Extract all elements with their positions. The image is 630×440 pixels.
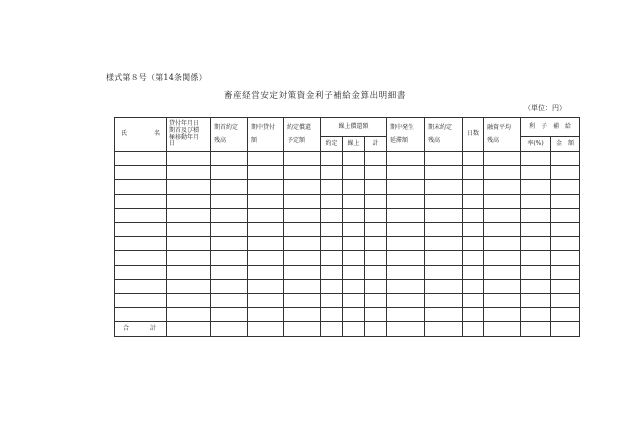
table-cell[interactable] xyxy=(365,308,387,322)
table-cell[interactable] xyxy=(167,293,211,307)
table-cell[interactable] xyxy=(343,194,365,208)
table-cell[interactable] xyxy=(211,194,248,208)
table-cell[interactable] xyxy=(425,180,463,194)
header-scheduled-repayment-a: 約定償還 xyxy=(287,123,312,131)
table-cell[interactable] xyxy=(115,152,167,166)
table-cell[interactable] xyxy=(365,222,387,236)
table-row xyxy=(115,166,580,180)
table-cell[interactable] xyxy=(284,180,321,194)
table-cell[interactable] xyxy=(343,208,365,222)
header-period-arrears-a: 期中発生 xyxy=(390,123,415,131)
total-cell[interactable] xyxy=(167,322,211,337)
header-scheduled-repayment xyxy=(284,118,321,152)
table-cell[interactable] xyxy=(521,222,551,236)
table-cell[interactable] xyxy=(521,166,551,180)
header-period-arrears-b: 延滞額 xyxy=(390,136,409,144)
table-cell[interactable] xyxy=(115,308,167,322)
table-row xyxy=(115,208,580,222)
table-cell[interactable] xyxy=(387,251,425,265)
table-cell[interactable] xyxy=(284,293,321,307)
table-row xyxy=(115,265,580,279)
header-period-loan-a: 期中貸付 xyxy=(251,123,276,131)
form-number: 様式第８号（第14条関係） xyxy=(106,73,207,82)
table-cell[interactable] xyxy=(463,208,484,222)
table-cell[interactable] xyxy=(365,265,387,279)
table-cell[interactable] xyxy=(425,251,463,265)
table-cell[interactable] xyxy=(463,265,484,279)
header-closing-balance-b: 残高 xyxy=(428,136,441,144)
table-cell[interactable] xyxy=(321,293,343,307)
table-cell[interactable] xyxy=(284,166,321,180)
table-cell[interactable] xyxy=(343,237,365,251)
table-cell[interactable] xyxy=(321,222,343,236)
header-scheduled-repayment-b: 予定額 xyxy=(287,136,306,144)
table-cell[interactable] xyxy=(211,251,248,265)
table-row xyxy=(115,237,580,251)
unit-label: （単位：円） xyxy=(524,104,566,112)
table-cell[interactable] xyxy=(387,152,425,166)
table-cell[interactable] xyxy=(321,208,343,222)
table-cell[interactable] xyxy=(248,308,284,322)
table-body xyxy=(115,152,580,337)
table-cell[interactable] xyxy=(284,265,321,279)
table-cell[interactable] xyxy=(387,308,425,322)
table-cell[interactable] xyxy=(115,265,167,279)
table-cell[interactable] xyxy=(284,194,321,208)
table-cell[interactable] xyxy=(248,222,284,236)
table-cell[interactable] xyxy=(343,222,365,236)
table-cell[interactable] xyxy=(211,293,248,307)
total-cell[interactable] xyxy=(425,322,463,337)
table-cell[interactable] xyxy=(343,251,365,265)
total-cell[interactable] xyxy=(484,322,521,337)
table-cell[interactable] xyxy=(167,208,211,222)
header-interest-subsidy-group: 利 子 補 給 xyxy=(521,118,580,137)
table-cell[interactable] xyxy=(387,194,425,208)
table-cell[interactable] xyxy=(551,180,580,194)
table-cell[interactable] xyxy=(211,222,248,236)
table-cell[interactable] xyxy=(463,237,484,251)
table-cell[interactable] xyxy=(284,251,321,265)
table-cell[interactable] xyxy=(343,166,365,180)
table-cell[interactable] xyxy=(425,208,463,222)
header-period-arrears xyxy=(387,118,425,152)
table-cell[interactable] xyxy=(167,279,211,293)
header-prepayment-contract: 約定 xyxy=(321,137,343,152)
header-period-loan-b: 額 xyxy=(251,136,258,144)
table-cell[interactable] xyxy=(484,308,521,322)
table-cell[interactable] xyxy=(115,237,167,251)
table-cell[interactable] xyxy=(551,208,580,222)
table-row xyxy=(115,251,580,265)
table-cell[interactable] xyxy=(167,222,211,236)
table-cell[interactable] xyxy=(425,308,463,322)
table-cell[interactable] xyxy=(365,152,387,166)
table-cell[interactable] xyxy=(115,194,167,208)
table-cell[interactable] xyxy=(365,293,387,307)
table-cell[interactable] xyxy=(463,152,484,166)
header-opening-balance-a: 期首約定 xyxy=(214,123,239,131)
table-cell[interactable] xyxy=(387,208,425,222)
table-cell[interactable] xyxy=(248,237,284,251)
table-cell[interactable] xyxy=(387,293,425,307)
table-cell[interactable] xyxy=(551,251,580,265)
table-cell[interactable] xyxy=(115,222,167,236)
table-cell[interactable] xyxy=(551,237,580,251)
table-cell[interactable] xyxy=(551,222,580,236)
table-cell[interactable] xyxy=(321,265,343,279)
table-cell[interactable] xyxy=(115,166,167,180)
header-prepayment-group: 繰上償還額 xyxy=(321,118,387,137)
table-cell[interactable] xyxy=(521,279,551,293)
total-cell[interactable] xyxy=(463,322,484,337)
table-cell[interactable] xyxy=(463,251,484,265)
table-cell[interactable] xyxy=(484,265,521,279)
table-cell[interactable] xyxy=(167,194,211,208)
table-cell[interactable] xyxy=(551,166,580,180)
header-average-balance xyxy=(484,118,521,152)
table-cell[interactable] xyxy=(425,166,463,180)
table-cell[interactable] xyxy=(551,265,580,279)
table-row xyxy=(115,293,580,307)
table-cell[interactable] xyxy=(521,180,551,194)
table-cell[interactable] xyxy=(248,208,284,222)
table-cell[interactable] xyxy=(387,279,425,293)
header-name xyxy=(115,118,167,152)
table-cell[interactable] xyxy=(365,180,387,194)
table-cell[interactable] xyxy=(115,251,167,265)
table-cell[interactable] xyxy=(551,279,580,293)
total-cell[interactable] xyxy=(284,322,321,337)
table-cell[interactable] xyxy=(248,194,284,208)
table-cell[interactable] xyxy=(284,279,321,293)
table-cell[interactable] xyxy=(484,251,521,265)
table-cell[interactable] xyxy=(343,265,365,279)
table-cell[interactable] xyxy=(365,279,387,293)
total-cell[interactable] xyxy=(387,322,425,337)
header-closing-balance-a: 期末約定 xyxy=(428,123,453,131)
table-cell[interactable] xyxy=(521,152,551,166)
header-subsidy-amount: 金 額 xyxy=(551,137,580,152)
table-cell[interactable] xyxy=(521,265,551,279)
table-row xyxy=(115,222,580,236)
table-cell[interactable] xyxy=(484,166,521,180)
table-cell[interactable] xyxy=(551,152,580,166)
table-cell[interactable] xyxy=(425,237,463,251)
table-cell[interactable] xyxy=(321,166,343,180)
table-cell[interactable] xyxy=(343,293,365,307)
table-cell[interactable] xyxy=(211,180,248,194)
table-cell[interactable] xyxy=(521,194,551,208)
table-row xyxy=(115,279,580,293)
total-cell[interactable] xyxy=(343,322,365,337)
table-cell[interactable] xyxy=(365,208,387,222)
table-cell[interactable] xyxy=(211,152,248,166)
header-closing-balance xyxy=(425,118,463,152)
table-cell[interactable] xyxy=(167,237,211,251)
table-cell[interactable] xyxy=(167,180,211,194)
total-cell[interactable] xyxy=(551,322,580,337)
table-cell[interactable] xyxy=(321,251,343,265)
table-cell[interactable] xyxy=(365,237,387,251)
table-cell[interactable] xyxy=(484,180,521,194)
table-cell[interactable] xyxy=(115,279,167,293)
table-cell[interactable] xyxy=(343,180,365,194)
table-cell[interactable] xyxy=(167,152,211,166)
table-cell[interactable] xyxy=(463,222,484,236)
table-cell[interactable] xyxy=(343,279,365,293)
table-cell[interactable] xyxy=(425,222,463,236)
table-cell[interactable] xyxy=(425,152,463,166)
header-prepayment-total: 計 xyxy=(365,137,387,152)
header-loan-dates xyxy=(167,118,211,152)
table-cell[interactable] xyxy=(321,194,343,208)
table-cell[interactable] xyxy=(211,265,248,279)
table-cell[interactable] xyxy=(284,237,321,251)
table-cell[interactable] xyxy=(521,293,551,307)
table-cell[interactable] xyxy=(387,265,425,279)
header-subsidy-rate: 率(%) xyxy=(521,137,551,152)
table-cell[interactable] xyxy=(463,166,484,180)
table-cell[interactable] xyxy=(484,237,521,251)
table-cell[interactable] xyxy=(248,152,284,166)
table-cell[interactable] xyxy=(484,208,521,222)
table-cell[interactable] xyxy=(167,251,211,265)
table-cell[interactable] xyxy=(463,279,484,293)
header-opening-balance xyxy=(211,118,248,152)
table-cell[interactable] xyxy=(115,180,167,194)
table-row xyxy=(115,194,580,208)
table-cell[interactable] xyxy=(425,279,463,293)
table-row xyxy=(115,152,580,166)
total-cell[interactable] xyxy=(248,322,284,337)
total-label-cell xyxy=(115,322,167,337)
table-cell[interactable] xyxy=(284,308,321,322)
table-cell[interactable] xyxy=(521,308,551,322)
table-cell[interactable] xyxy=(484,222,521,236)
table-cell[interactable] xyxy=(387,180,425,194)
table-cell[interactable] xyxy=(551,293,580,307)
table-cell[interactable] xyxy=(167,166,211,180)
total-cell[interactable] xyxy=(321,322,343,337)
table-cell[interactable] xyxy=(167,265,211,279)
table-cell[interactable] xyxy=(284,222,321,236)
header-loan-dates-text: 貸付年月日 期首及び積 極移動年月 日 xyxy=(169,119,200,148)
table-cell[interactable] xyxy=(551,194,580,208)
subsidy-calculation-table xyxy=(114,117,580,337)
table-cell[interactable] xyxy=(365,166,387,180)
table-cell[interactable] xyxy=(387,222,425,236)
table-cell[interactable] xyxy=(167,308,211,322)
table-cell[interactable] xyxy=(463,194,484,208)
page-title: 畜産経営安定対策資金利子補給金算出明細書 xyxy=(223,91,406,101)
table-cell[interactable] xyxy=(387,166,425,180)
table-cell[interactable] xyxy=(248,265,284,279)
table-cell[interactable] xyxy=(463,308,484,322)
table-cell[interactable] xyxy=(284,152,321,166)
table-cell[interactable] xyxy=(211,308,248,322)
total-label-a: 合 xyxy=(123,324,130,332)
header-prepayment-advance: 繰上 xyxy=(343,137,365,152)
table-cell[interactable] xyxy=(211,237,248,251)
header-average-balance-a: 融資平均 xyxy=(487,123,512,131)
table-cell[interactable] xyxy=(484,152,521,166)
table-cell[interactable] xyxy=(365,251,387,265)
table-cell[interactable] xyxy=(248,293,284,307)
header-name-a: 氏 xyxy=(121,130,128,138)
table-cell[interactable] xyxy=(521,208,551,222)
table-cell[interactable] xyxy=(343,308,365,322)
table-cell[interactable] xyxy=(484,194,521,208)
table-row xyxy=(115,308,580,322)
total-label-b: 計 xyxy=(149,324,156,332)
table-cell[interactable] xyxy=(321,237,343,251)
table-cell[interactable] xyxy=(211,279,248,293)
header-opening-balance-b: 残高 xyxy=(214,136,227,144)
total-cell[interactable] xyxy=(365,322,387,337)
table-cell[interactable] xyxy=(115,208,167,222)
header-days: 日数 xyxy=(463,118,484,152)
table-cell[interactable] xyxy=(321,180,343,194)
table-cell[interactable] xyxy=(321,308,343,322)
table-cell[interactable] xyxy=(321,279,343,293)
total-row xyxy=(115,322,580,337)
table-cell[interactable] xyxy=(484,279,521,293)
table-cell[interactable] xyxy=(387,237,425,251)
table-cell[interactable] xyxy=(321,152,343,166)
table-cell[interactable] xyxy=(463,180,484,194)
total-cell[interactable] xyxy=(211,322,248,337)
table-cell[interactable] xyxy=(365,194,387,208)
table-cell[interactable] xyxy=(463,293,484,307)
table-cell[interactable] xyxy=(115,293,167,307)
table-cell[interactable] xyxy=(551,308,580,322)
header-average-balance-b: 残高 xyxy=(487,136,500,144)
header-name-b: 名 xyxy=(153,130,160,138)
table-cell[interactable] xyxy=(211,208,248,222)
table-cell[interactable] xyxy=(425,293,463,307)
table-cell[interactable] xyxy=(425,265,463,279)
table-cell[interactable] xyxy=(484,293,521,307)
table-cell[interactable] xyxy=(248,251,284,265)
table-cell[interactable] xyxy=(521,251,551,265)
table-cell[interactable] xyxy=(425,194,463,208)
table-cell[interactable] xyxy=(521,237,551,251)
table-cell[interactable] xyxy=(284,208,321,222)
table-cell[interactable] xyxy=(343,152,365,166)
table-cell[interactable] xyxy=(248,279,284,293)
table-row xyxy=(115,180,580,194)
table-cell[interactable] xyxy=(248,180,284,194)
total-cell[interactable] xyxy=(521,322,551,337)
table-cell[interactable] xyxy=(211,166,248,180)
header-period-loan xyxy=(248,118,284,152)
table-cell[interactable] xyxy=(248,166,284,180)
